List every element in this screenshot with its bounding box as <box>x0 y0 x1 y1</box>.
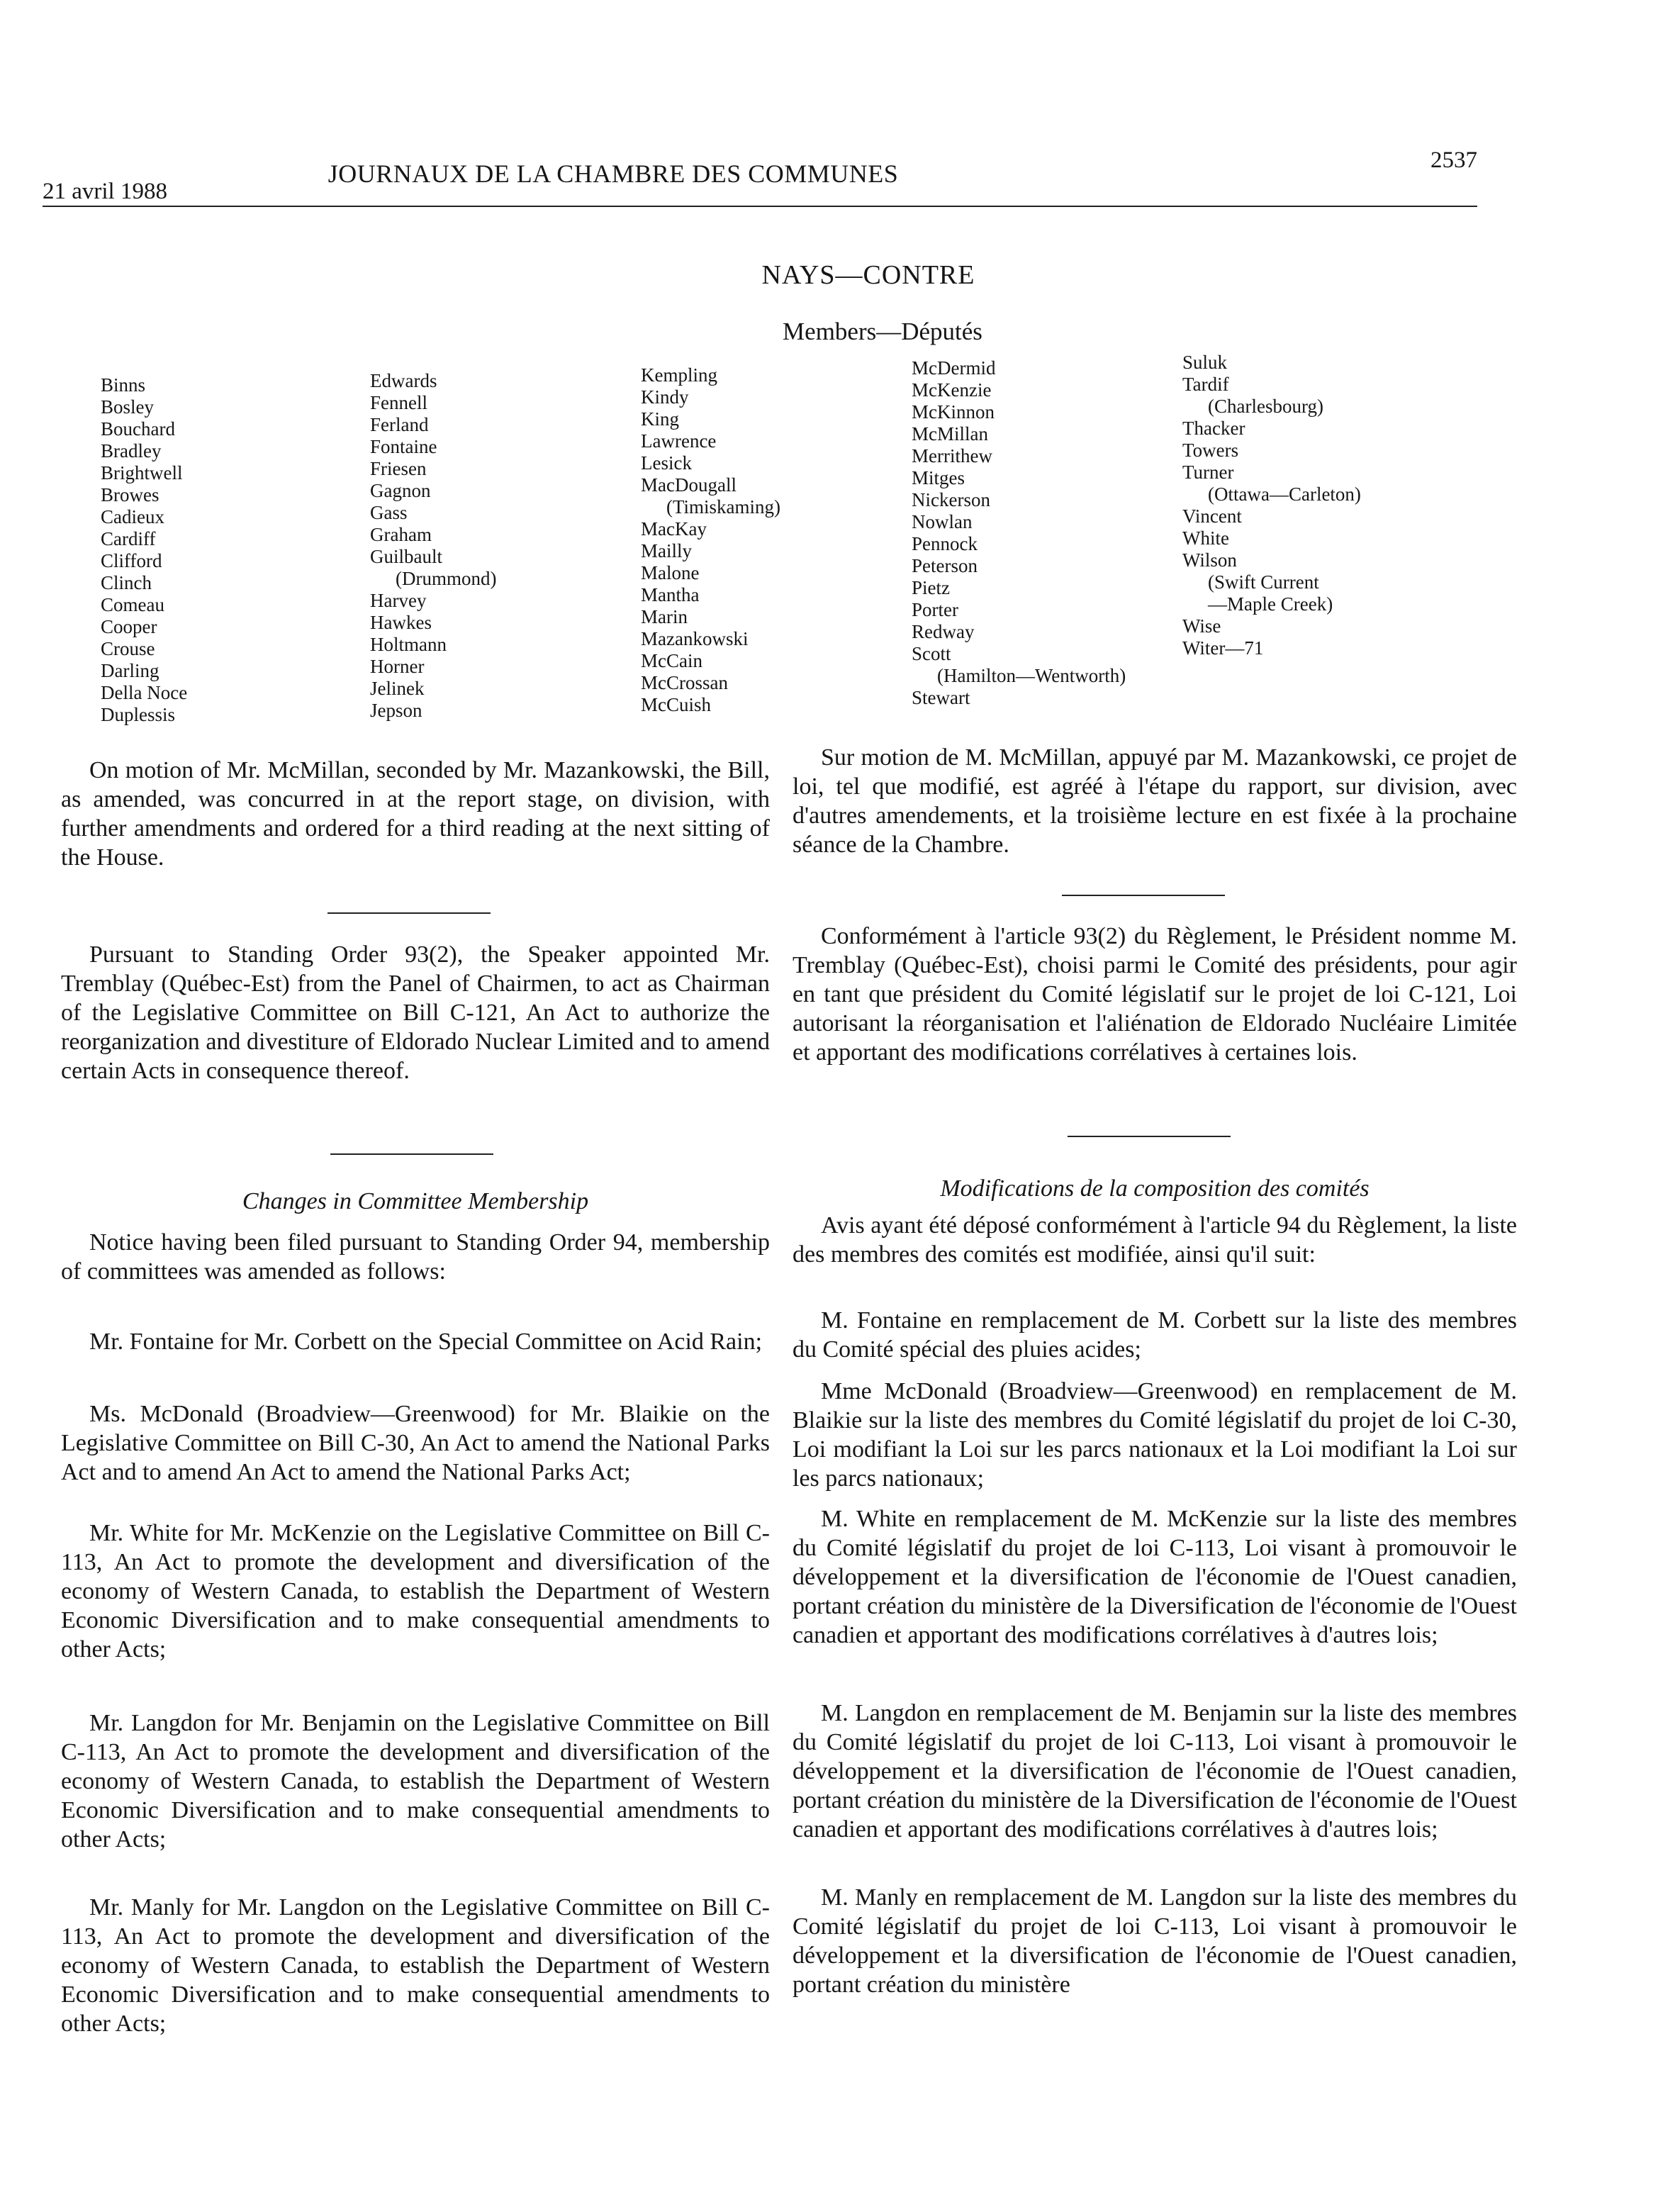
member-name: Merrithew <box>912 445 992 466</box>
member-name: Mailly <box>641 540 692 561</box>
member-name: Wilson <box>1182 549 1237 571</box>
member-name: Cooper <box>101 616 157 637</box>
member-name: (Hamilton—Wentworth) <box>937 665 1126 686</box>
member-name: Clifford <box>101 550 162 571</box>
member-name: Lesick <box>641 452 692 474</box>
member-name: (Timiskaming) <box>666 496 781 518</box>
member-name: Kempling <box>641 364 717 386</box>
en-membership-item: Mr. Langdon for Mr. Benjamin on the Legislative Committee on Bill C-113, An Act to promote the development and diversification of the economy of Western Canada, to establish the Department of Western Economic Diversification and to make consequential amendments to other Acts; <box>61 1710 770 1852</box>
member-name: McDermid <box>912 357 996 379</box>
member-name: Jepson <box>370 700 422 721</box>
member-name: Ferland <box>370 414 429 435</box>
member-name: Gass <box>370 502 408 523</box>
header-date: 21 avril 1988 <box>43 179 167 204</box>
member-name: Malone <box>641 562 700 583</box>
member-name: McMillan <box>912 423 988 445</box>
members-heading: Members—Députés <box>783 318 982 345</box>
fr-separator-2 <box>1068 1136 1231 1137</box>
member-name: Suluk <box>1182 352 1228 373</box>
member-name: Turner <box>1182 462 1234 483</box>
names-column-4 <box>912 357 1126 709</box>
fr-membership-item: Mme McDonald (Broadview—Greenwood) en remplacement de M. Blaikie sur la liste des membres du Comité législatif du projet de loi C-30, Loi modifiant la Loi sur les parcs nationaux et la Loi modifiant la Loi sur les parcs nationaux; <box>793 1378 1517 1492</box>
member-name: Vincent <box>1182 505 1242 527</box>
member-name: Bradley <box>101 440 162 462</box>
en-separator-2 <box>330 1153 493 1155</box>
en-notice-paragraph: Notice having been filed pursuant to Standing Order 94, membership of committees was amended as follows: <box>61 1229 770 1285</box>
member-name: Jelinek <box>370 678 425 699</box>
member-name: Mantha <box>641 584 700 605</box>
member-name: Porter <box>912 599 958 620</box>
names-column-2 <box>370 370 496 722</box>
nays-heading: NAYS—CONTRE <box>761 260 975 290</box>
member-name: Stewart <box>912 687 970 708</box>
member-name: McCuish <box>641 694 712 715</box>
member-name: White <box>1182 527 1229 549</box>
member-name: McCrossan <box>641 672 728 693</box>
member-name: Edwards <box>370 370 437 391</box>
member-name: Bouchard <box>101 418 175 440</box>
en-standing-order-paragraph: Pursuant to Standing Order 93(2), the Speaker appointed Mr. Tremblay (Québec-Est) from the Panel of Chairmen, to act as Chairman of the Legislative Committee on Bill C-121, An Act to authorize the reorganization and divestiture of Eldorado Nuclear Limited and to amend certain Acts in consequence thereof. <box>61 941 770 1084</box>
member-name: Marin <box>641 606 688 627</box>
member-name: Crouse <box>101 638 155 659</box>
member-name: (Charlesbourg) <box>1208 396 1323 417</box>
member-name: King <box>641 408 679 430</box>
member-name: Clinch <box>101 572 152 593</box>
member-name: (Drummond) <box>396 568 497 589</box>
journal-title: JOURNAUX DE LA CHAMBRE DES COMMUNES <box>327 160 899 188</box>
member-name: Towers <box>1182 440 1239 461</box>
member-name: Peterson <box>912 555 978 576</box>
header-rule <box>43 206 1477 207</box>
fr-membership-item: M. Langdon en remplacement de M. Benjamin sur la liste des membres du Comité législatif du projet de loi C-113, Loi visant à promouvoir le développement et la diversification de l'économie de l'Ouest canadien, portant création du ministère de la Diversification de l'économie de l'Ouest canadien et apportant des modifications corrélatives à d'autres lois; <box>793 1700 1517 1843</box>
member-name: McCain <box>641 650 702 671</box>
member-name: Duplessis <box>101 704 176 725</box>
en-membership-item: Ms. McDonald (Broadview—Greenwood) for Mr. Blaikie on the Legislative Committee on Bill C-30, An Act to amend the National Parks Act and to amend An Act to amend the National Parks Act; <box>61 1401 770 1485</box>
fr-changes-heading: Modifications de la composition des comités <box>940 1175 1370 1202</box>
fr-separator-1 <box>1062 895 1225 896</box>
member-name: Darling <box>101 660 159 681</box>
en-membership-item: Mr. White for Mr. McKenzie on the Legislative Committee on Bill C-113, An Act to promote the development and diversification of the economy of Western Canada, to establish the Department of Western Economic Diversification and to make consequential amendments to other Acts; <box>61 1520 770 1662</box>
member-name: (Swift Current <box>1208 571 1319 593</box>
member-name: McKenzie <box>912 379 992 401</box>
fr-membership-item: M. Fontaine en remplacement de M. Corbett sur la liste des membres du Comité spécial des pluies acides; <box>793 1307 1517 1363</box>
member-name: (Ottawa—Carleton) <box>1208 483 1361 505</box>
member-name: Browes <box>101 484 159 505</box>
member-name: Lawrence <box>641 430 717 452</box>
member-name: Mazankowski <box>641 628 749 649</box>
member-name: Fontaine <box>370 436 437 457</box>
en-membership-item: Mr. Manly for Mr. Langdon on the Legislative Committee on Bill C-113, An Act to promote the development and diversification of the economy of Western Canada, to establish the Department of Western Economic Diversification and to make consequential amendments to other Acts; <box>61 1894 770 2037</box>
member-name: Nickerson <box>912 489 990 510</box>
member-name: Pennock <box>912 533 978 554</box>
member-name: Brightwell <box>101 462 183 483</box>
member-name: Bosley <box>101 396 155 418</box>
member-name: Kindy <box>641 386 689 408</box>
member-name: Redway <box>912 621 975 642</box>
member-name: Wise <box>1182 615 1221 637</box>
en-membership-item: Mr. Fontaine for Mr. Corbett on the Special Committee on Acid Rain; <box>89 1329 763 1355</box>
en-motion-paragraph: On motion of Mr. McMillan, seconded by Mr. Mazankowski, the Bill, as amended, was concurred in at the report stage, on division, with further amendments and ordered for a third reading at the next sitting of the House. <box>61 757 770 871</box>
member-name: Tardif <box>1182 374 1229 395</box>
en-changes-heading: Changes in Committee Membership <box>242 1188 589 1214</box>
member-name: Friesen <box>370 458 427 479</box>
member-name: Harvey <box>370 590 427 611</box>
member-name: MacDougall <box>641 474 737 496</box>
member-name: Mitges <box>912 467 965 488</box>
member-name: Fennell <box>370 392 427 413</box>
member-name: Cadieux <box>101 506 164 527</box>
fr-membership-item: M. Manly en remplacement de M. Langdon sur la liste des membres du Comité législatif du projet de loi C-113, Loi visant à promouvoir le développement et la diversification de l'économie de l'Ouest canadien, portant création du ministère <box>793 1884 1517 1998</box>
member-name: Scott <box>912 643 951 664</box>
member-name: MacKay <box>641 518 707 540</box>
page-number: 2537 <box>1430 147 1477 173</box>
member-name: Nowlan <box>912 511 973 532</box>
member-name: Cardiff <box>101 528 156 549</box>
en-separator-1 <box>327 912 491 914</box>
fr-standing-order-paragraph: Conformément à l'article 93(2) du Règlement, le Président nomme M. Tremblay (Québec-Est), choisi parmi le Comité des présidents, pour agir en tant que président du Comité législatif sur le projet de loi C-121, Loi autorisant la réorganisation et l'aliénation de Eldorado Nucléaire Limitée et apportant des modifications corrélatives à certaines lois. <box>793 923 1517 1066</box>
member-name: Gagnon <box>370 480 431 501</box>
member-name: Graham <box>370 524 432 545</box>
member-name: Binns <box>101 374 146 396</box>
fr-membership-item: M. White en remplacement de M. McKenzie sur la liste des membres du Comité législatif du projet de loi C-113, Loi visant à promouvoir le développement et la diversification de l'économie de l'Ouest canadien, portant création du ministère de la Diversification de l'économie de l'Ouest canadien et apportant des modifications corrélatives à d'autres lois; <box>793 1506 1517 1648</box>
member-name: Comeau <box>101 594 164 615</box>
member-name: Thacker <box>1182 418 1245 439</box>
member-name: McKinnon <box>912 401 995 423</box>
names-column-3 <box>641 364 780 716</box>
fr-notice-paragraph: Avis ayant été déposé conformément à l'article 94 du Règlement, la liste des membres des comités est modifiée, ainsi qu'il suit: <box>793 1212 1517 1268</box>
fr-motion-paragraph: Sur motion de M. McMillan, appuyé par M. Mazankowski, ce projet de loi, tel que modifié, est agréé à l'étape du rapport, sur division, avec d'autres amendements, et la troisième lecture en est fixée à la prochaine séance de la Chambre. <box>793 744 1517 858</box>
member-name: Witer—71 <box>1182 637 1264 659</box>
member-name: —Maple Creek) <box>1208 593 1333 615</box>
names-column-5 <box>1182 352 1361 659</box>
member-name: Guilbault <box>370 546 442 567</box>
member-name: Horner <box>370 656 425 677</box>
member-name: Hawkes <box>370 612 432 633</box>
names-column-1 <box>101 374 187 726</box>
member-name: Holtmann <box>370 634 447 655</box>
member-name: Pietz <box>912 577 950 598</box>
member-name: Della Noce <box>101 682 188 703</box>
